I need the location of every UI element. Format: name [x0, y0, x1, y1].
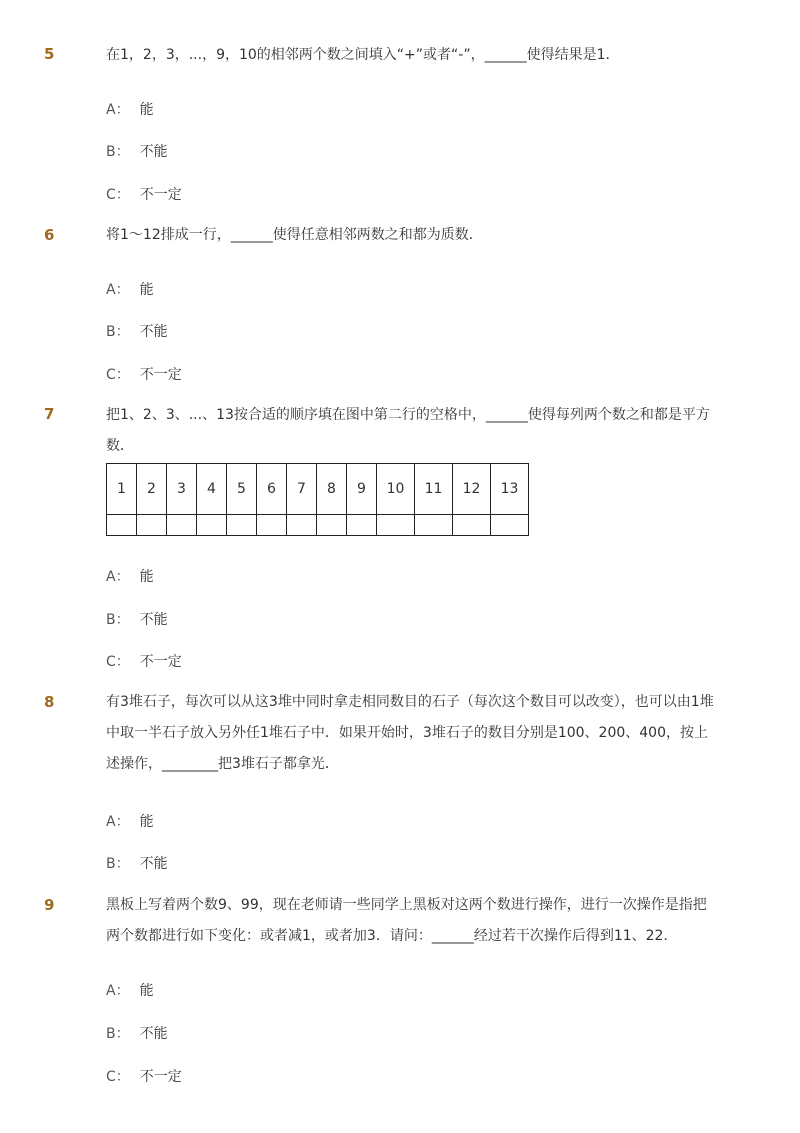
- grid-cell: 11: [415, 464, 453, 515]
- option-label: C：: [106, 367, 130, 383]
- grid-cell: 6: [257, 464, 287, 515]
- option-text: 不一定: [139, 187, 182, 203]
- option-text: 能: [139, 569, 154, 585]
- grid-cell: 9: [347, 464, 377, 515]
- option-text: 不能: [139, 856, 168, 872]
- grid-cell: 5: [227, 464, 257, 515]
- option-a[interactable]: [106, 566, 154, 586]
- grid-cell: 4: [197, 464, 227, 515]
- question-text: 在1，2，3，...，9，10的相邻两个数之间填入“+”或者“-”，______使得结果是1．: [106, 47, 620, 63]
- grid-row-numbers: [107, 464, 529, 515]
- option-c[interactable]: [106, 364, 182, 384]
- grid-blank-cell[interactable]: [227, 515, 257, 536]
- question-number: 5: [44, 45, 55, 63]
- option-c[interactable]: [106, 651, 182, 671]
- grid-blank-cell[interactable]: [347, 515, 377, 536]
- option-b[interactable]: [106, 321, 168, 341]
- option-label: B：: [106, 612, 130, 628]
- grid-cell: 12: [453, 464, 491, 515]
- option-text: 不能: [139, 144, 168, 160]
- grid-cell: 3: [167, 464, 197, 515]
- option-text: 不能: [139, 612, 168, 628]
- grid-cell: 7: [287, 464, 317, 515]
- option-label: A：: [106, 102, 130, 118]
- grid-blank-cell[interactable]: [107, 515, 137, 536]
- question-text: 黑板上写着两个数9、99，现在老师请一些同学上黑板对这两个数进行操作，进行一次操作是指把两个数都进行如下变化：或者减1，或者加3．请问：______经过若干次操作后得到11、22．: [106, 897, 707, 944]
- question-text: 把1、2、3、...、13按合适的顺序填在图中第二行的空格中，______使得每列两个数之和都是平方数．: [106, 407, 710, 454]
- option-label: B：: [106, 856, 130, 872]
- grid-cell: 1: [107, 464, 137, 515]
- option-label: B：: [106, 1026, 130, 1042]
- option-text: 不一定: [139, 367, 182, 383]
- question-number: 9: [44, 896, 55, 914]
- option-label: B：: [106, 144, 130, 160]
- grid-blank-cell[interactable]: [167, 515, 197, 536]
- option-text: 不能: [139, 324, 168, 340]
- grid-row-blank: [107, 515, 529, 536]
- question-number: 6: [44, 226, 55, 244]
- option-b[interactable]: [106, 609, 168, 629]
- option-label: C：: [106, 1069, 130, 1085]
- grid-blank-cell[interactable]: [453, 515, 491, 536]
- option-label: A：: [106, 814, 130, 830]
- option-label: C：: [106, 187, 130, 203]
- option-text: 不能: [139, 1026, 168, 1042]
- option-text: 能: [139, 814, 154, 830]
- option-a[interactable]: [106, 279, 154, 299]
- option-label: A：: [106, 983, 130, 999]
- option-c[interactable]: [106, 1066, 182, 1086]
- grid-blank-cell[interactable]: [197, 515, 227, 536]
- grid-cell: 8: [317, 464, 347, 515]
- option-label: A：: [106, 282, 130, 298]
- option-text: 不一定: [139, 1069, 182, 1085]
- question-text: 有3堆石子，每次可以从这3堆中同时拿走相同数目的石子（每次这个数目可以改变），也可以由1堆中取一半石子放入另外任1堆石子中．如果开始时，3堆石子的数目分别是100、200、400，按上述操作，________把3堆石子都拿光．: [106, 694, 714, 772]
- option-text: 能: [139, 282, 154, 298]
- grid-blank-cell[interactable]: [257, 515, 287, 536]
- option-a[interactable]: [106, 980, 154, 1000]
- option-text: 能: [139, 983, 154, 999]
- grid-blank-cell[interactable]: [137, 515, 167, 536]
- grid-blank-cell[interactable]: [415, 515, 453, 536]
- option-label: A：: [106, 569, 130, 585]
- question-number: 8: [44, 693, 55, 711]
- option-text: 不一定: [139, 654, 182, 670]
- grid-blank-cell[interactable]: [317, 515, 347, 536]
- option-b[interactable]: [106, 141, 168, 161]
- question-text: 将1～12排成一行，______使得任意相邻两数之和都为质数．: [106, 227, 483, 243]
- question-number: 7: [44, 405, 55, 423]
- option-text: 能: [139, 102, 154, 118]
- grid-blank-cell[interactable]: [377, 515, 415, 536]
- option-b[interactable]: [106, 853, 168, 873]
- option-b[interactable]: [106, 1023, 168, 1043]
- grid-cell: 2: [137, 464, 167, 515]
- grid-cell: 10: [377, 464, 415, 515]
- option-c[interactable]: [106, 184, 182, 204]
- option-a[interactable]: [106, 99, 154, 119]
- number-grid: [106, 463, 529, 536]
- option-label: B：: [106, 324, 130, 340]
- grid-cell: 13: [491, 464, 529, 515]
- grid-blank-cell[interactable]: [287, 515, 317, 536]
- option-label: C：: [106, 654, 130, 670]
- grid-blank-cell[interactable]: [491, 515, 529, 536]
- option-a[interactable]: [106, 811, 154, 831]
